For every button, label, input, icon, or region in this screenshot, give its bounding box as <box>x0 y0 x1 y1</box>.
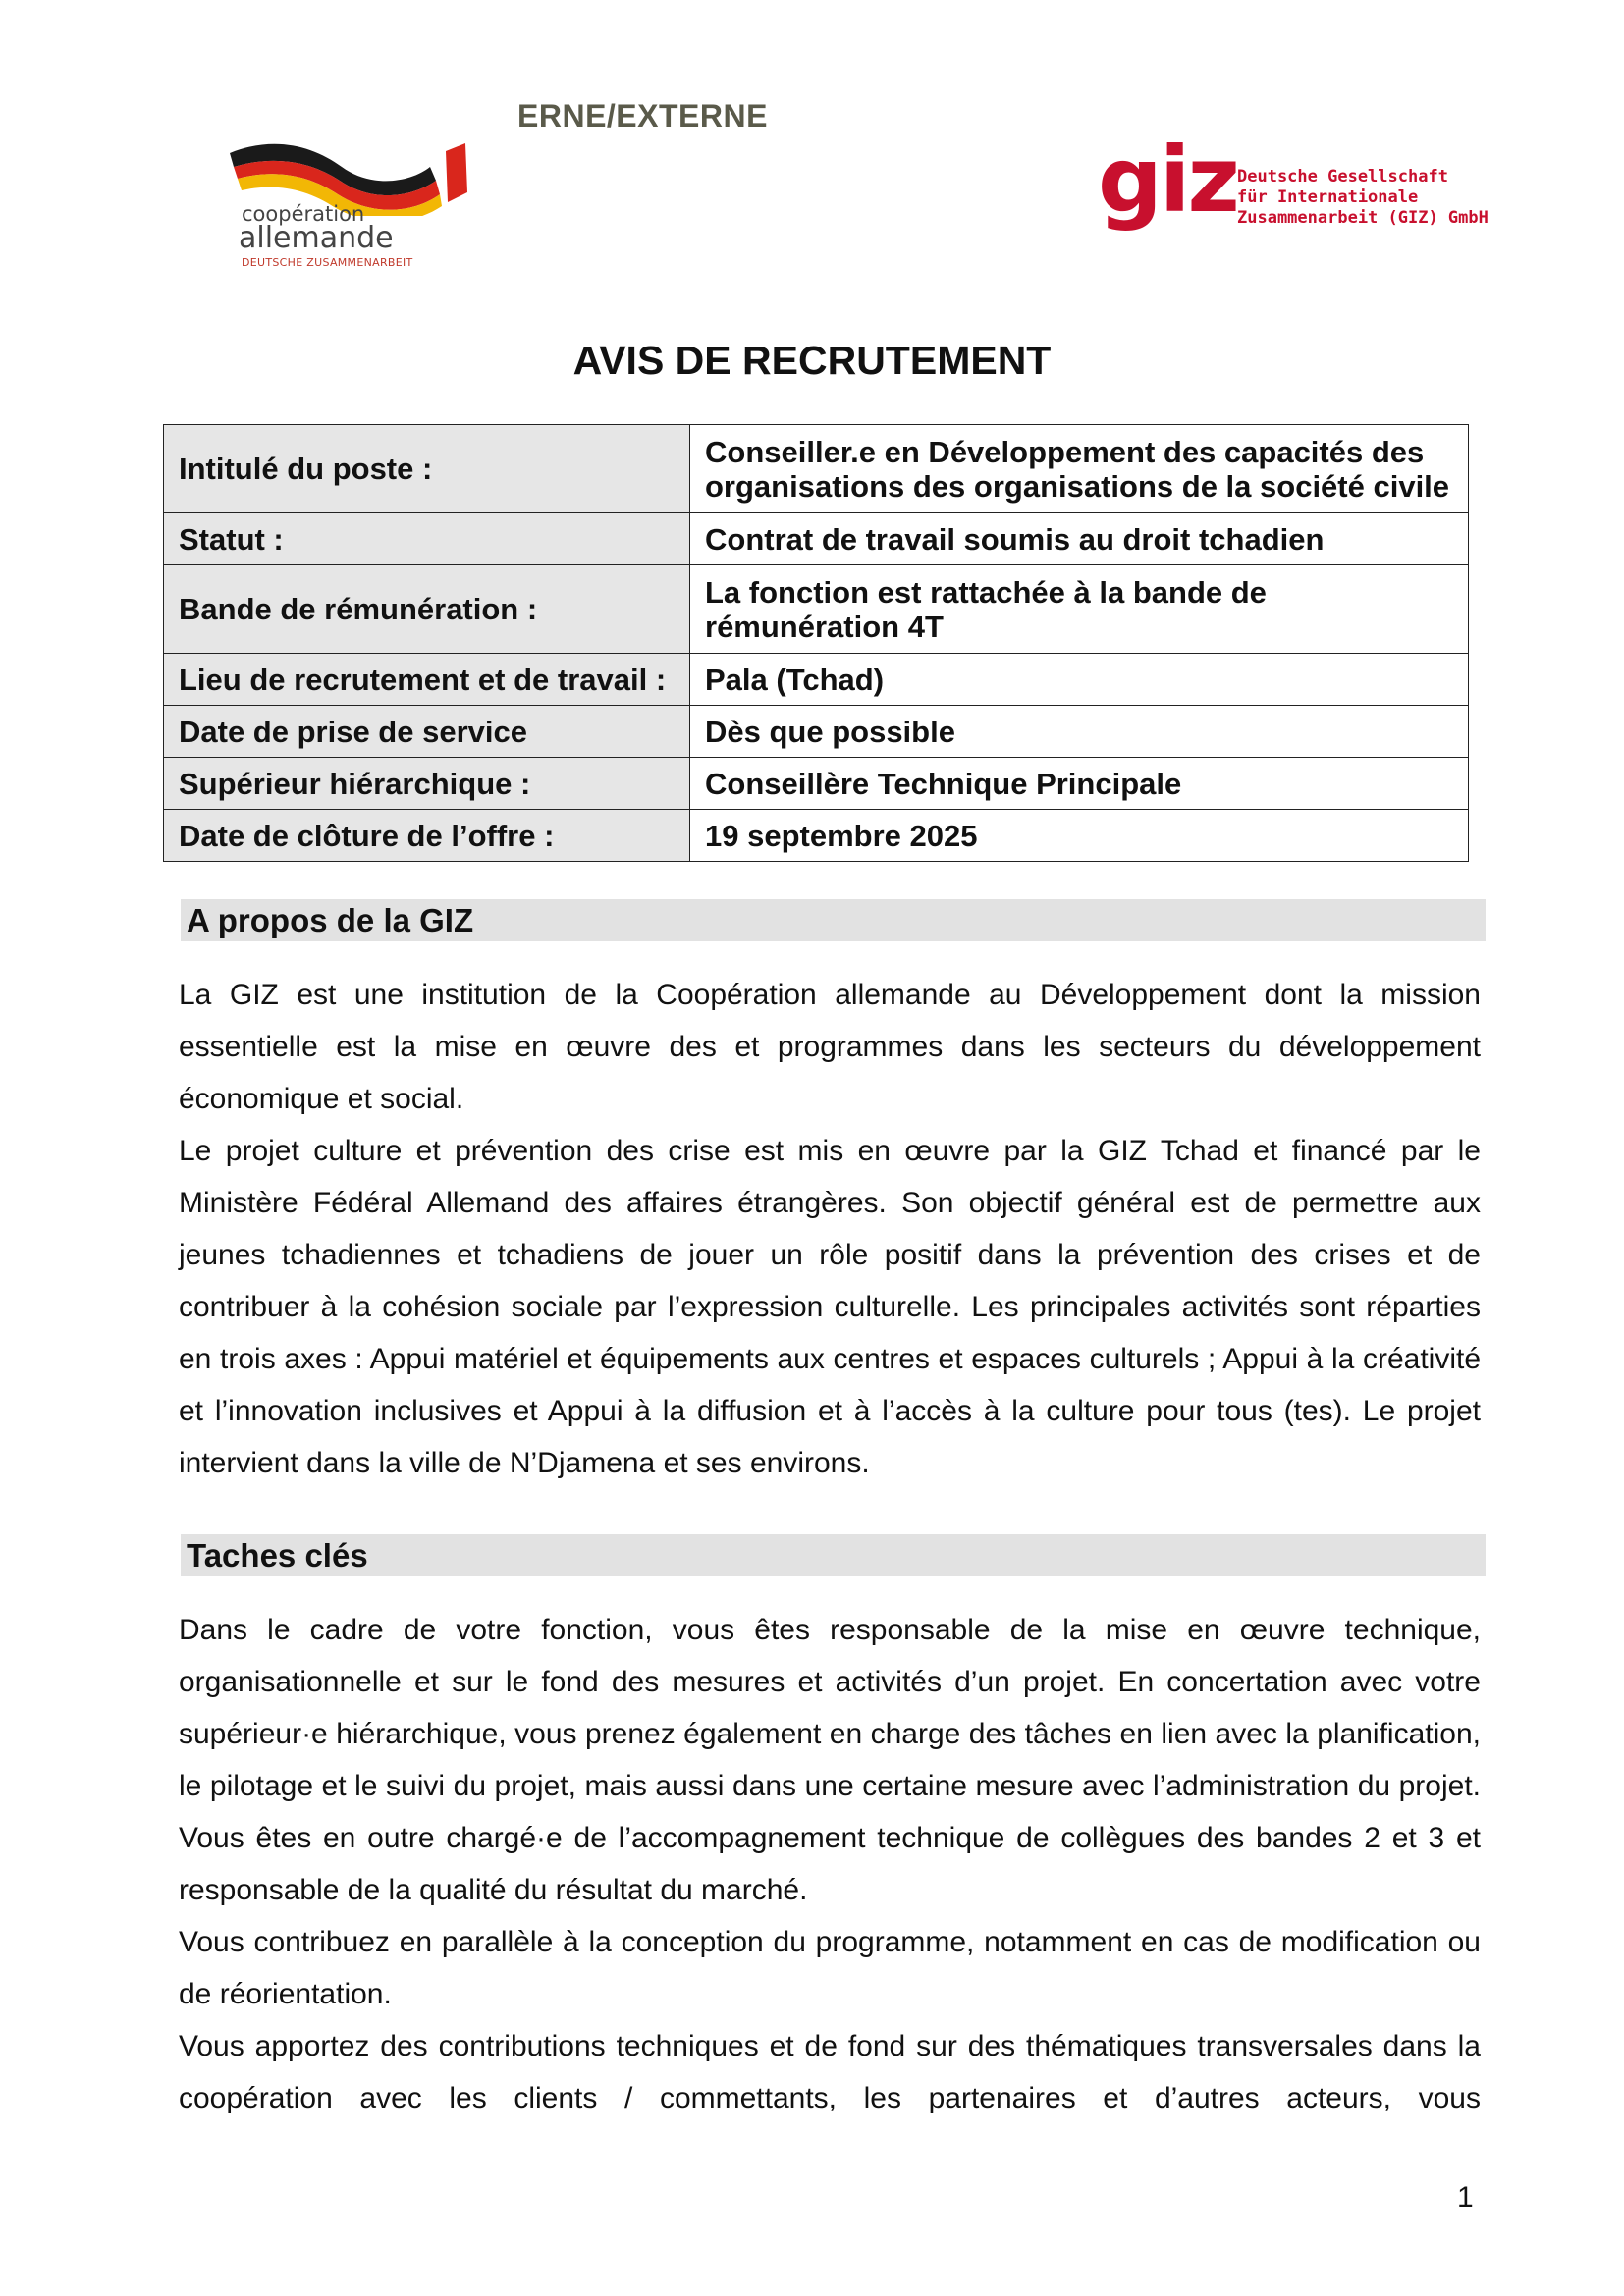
row-label: Supérieur hiérarchique : <box>164 758 690 810</box>
section-heading-tasks: Taches clés <box>181 1534 1486 1576</box>
row-label: Lieu de recrutement et de travail : <box>164 654 690 706</box>
table-row <box>164 654 1469 706</box>
section-heading-about: A propos de la GIZ <box>181 899 1486 941</box>
row-value: Conseillère Technique Principale <box>690 758 1469 810</box>
giz-logo-text <box>1237 167 1489 229</box>
section-body-about <box>179 969 1481 1489</box>
page-title: AVIS DE RECRUTEMENT <box>572 338 1052 383</box>
paragraph: La GIZ est une institution de la Coopération allemande au Développement dont la mission essentielle est la mise en œuvre des et programmes dans les secteurs du développement économique et social. <box>179 979 1481 1115</box>
row-value: Pala (Tchad) <box>690 654 1469 706</box>
table-row <box>164 706 1469 758</box>
coop-logo-line2: allemande <box>239 221 394 255</box>
giz-logo <box>1098 128 1490 257</box>
paragraph: Vous apportez des contributions techniques et de fond sur des thématiques transversales dans la coopération avec les clients / commettants, les partenaires et d’autres acteurs, vous <box>179 2030 1481 2114</box>
giz-logo-line2: für Internationale <box>1237 187 1419 207</box>
table-row <box>164 565 1469 654</box>
paragraph: Vous contribuez en parallèle à la conception du programme, notamment en cas de modification ou de réorientation. <box>179 1926 1481 2010</box>
row-value: Dès que possible <box>690 706 1469 758</box>
paragraph: Le projet culture et prévention des crise est mis en œuvre par la GIZ Tchad et financé par le Ministère Fédéral Allemand des affaires étrangères. Son objectif général est de permettre aux jeunes tchadiennes et tchadiens de jouer un rôle positif dans la prévention des crises et de contribuer à la cohésion sociale par l’expression culturelle. Les principales activités sont réparties en trois axes : Appui matériel et équipements aux centres et espaces culturels ; Appui à la créativité et l’innovation inclusives et Appui à la diffusion et à l’accès à la culture pour tous (tes). Le projet intervient dans la ville de N’Djamena et ses environs. <box>179 1135 1481 1479</box>
row-label: Date de clôture de l’offre : <box>164 810 690 862</box>
section-body-tasks <box>179 1604 1481 2124</box>
table-row <box>164 513 1469 565</box>
giz-logo-line1: Deutsche Gesellschaft <box>1237 167 1448 187</box>
row-value: 19 septembre 2025 <box>690 810 1469 862</box>
page-number: 1 <box>1457 2181 1474 2214</box>
row-value: Contrat de travail soumis au droit tchadien <box>690 513 1469 565</box>
coop-logo-line1: coopération <box>242 202 365 226</box>
job-info-table <box>163 424 1469 862</box>
row-label: Statut : <box>164 513 690 565</box>
paragraph: Dans le cadre de votre fonction, vous êtes responsable de la mise en œuvre technique, organisationnelle et sur le fond des mesures et activités d’un projet. En concertation avec votre supérieur·e hiérarchique, vous prenez également en charge des tâches en lien avec la planification, le pilotage et le suivi du projet, mais aussi dans une certaine mesure avec l’administration du projet. Vous êtes en outre chargé·e de l’accompagnement technique de collègues des bandes 2 et 3 et responsable de la qualité du résultat du marché. <box>179 1614 1481 1906</box>
cooperation-allemande-logo <box>224 137 469 275</box>
row-label: Bande de rémunération : <box>164 565 690 654</box>
document-category-label: ERNE/EXTERNE <box>517 98 768 133</box>
table-row <box>164 810 1469 862</box>
table-row <box>164 425 1469 513</box>
giz-logo-mark: giz <box>1098 128 1237 233</box>
coop-logo-line3: DEUTSCHE ZUSAMMENARBEIT <box>242 256 413 269</box>
row-label: Date de prise de service <box>164 706 690 758</box>
table-row <box>164 758 1469 810</box>
row-value: La fonction est rattachée à la bande de rémunération 4T <box>690 565 1469 654</box>
row-label: Intitulé du poste : <box>164 425 690 513</box>
row-value: Conseiller.e en Développement des capacités des organisations des organisations de la société civile <box>690 425 1469 513</box>
giz-logo-line3: Zusammenarbeit (GIZ) GmbH <box>1237 208 1489 228</box>
